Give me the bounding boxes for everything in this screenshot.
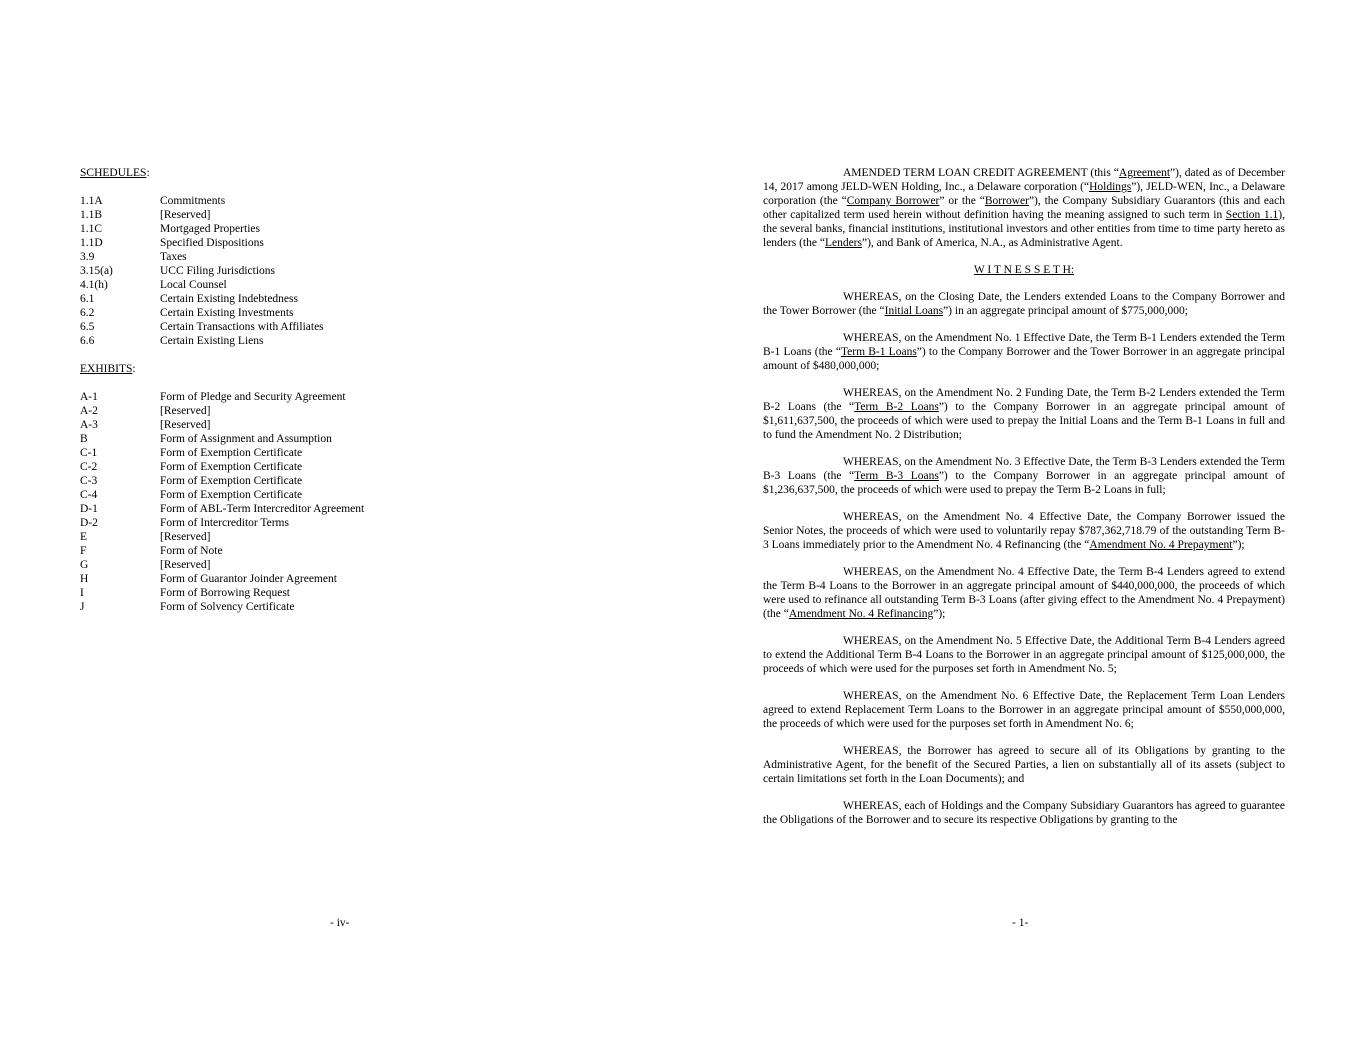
left-page: [0, 0, 682, 1055]
agreement-body: [763, 166, 1285, 840]
exhibit-item-title: Form of Exemption Certificate: [160, 447, 303, 459]
defined-term: Agreement: [1118, 167, 1171, 179]
exhibit-item-title: [Reserved]: [160, 419, 211, 431]
schedule-item-code: 1.1B: [80, 209, 103, 221]
paragraph-text: WHEREAS, on the Amendment No. 1 Effective Date, the Term B-1 Lenders extended the Term B-1 Loans (the “: [763, 332, 1285, 358]
exhibit-item-title: Form of Pledge and Security Agreement: [160, 391, 346, 403]
exhibit-item: [80, 404, 364, 418]
exhibit-item-title: [Reserved]: [160, 559, 211, 571]
exhibit-item-code: B: [80, 433, 88, 445]
schedule-item-title: Certain Existing Indebtedness: [160, 293, 298, 305]
defined-term: Initial Loans: [884, 305, 944, 317]
paragraph-text: ”), the Company Subsidiary Guarantors (this and each other capitalized term used herein without definition having the meaning assigned to such term in: [763, 195, 1285, 221]
recital-amendment-1: [763, 331, 1285, 373]
schedules-list: [80, 194, 324, 348]
recital-security: [763, 744, 1285, 786]
exhibit-item: [80, 502, 364, 516]
page-number-left: - iv-: [330, 917, 350, 929]
exhibit-item-title: Form of Exemption Certificate: [160, 475, 303, 487]
exhibit-item: [80, 544, 364, 558]
exhibit-item-code: E: [80, 531, 88, 543]
schedule-item-title: Commitments: [160, 195, 226, 207]
paragraph-text: ), the several banks, financial institutions, institutional investors and other entities from time to time party hereto as lenders (the “: [763, 209, 1285, 249]
exhibit-item-code: C-4: [80, 489, 98, 501]
defined-term: Company Borrower: [846, 195, 940, 207]
defined-term: Borrower: [984, 195, 1029, 207]
exhibit-item-title: Form of Solvency Certificate: [160, 601, 295, 613]
exhibit-item: [80, 474, 364, 488]
schedule-item-code: 3.15(a): [80, 265, 113, 277]
exhibit-item-title: Form of Intercreditor Terms: [160, 517, 289, 529]
exhibit-item-title: Form of Guarantor Joinder Agreement: [160, 573, 337, 585]
exhibit-item-title: [Reserved]: [160, 405, 211, 417]
paragraph-text: ”) to the Company Borrower in an aggregate principal amount of $1,236,637,500, the proceeds of which were used to prepay the Term B-2 Loans in full;: [763, 470, 1286, 496]
schedule-item: [80, 292, 324, 306]
exhibit-item-title: Form of ABL-Term Intercreditor Agreement: [160, 503, 365, 515]
exhibit-item-code: H: [80, 573, 89, 585]
schedule-item: [80, 278, 324, 292]
schedules-heading: SCHEDULES:: [80, 167, 150, 179]
schedule-item-title: [Reserved]: [160, 209, 211, 221]
recital-amendment-4-prepayment: [763, 510, 1285, 552]
exhibit-item: [80, 600, 364, 614]
recital-guarantee: [763, 799, 1285, 827]
exhibit-item: [80, 418, 364, 432]
paragraph-text: ”) to the Company Borrower in an aggregate principal amount of $1,611,637,500, the proceeds of which were used to prepay the Initial Loans and the Term B-1 Loans in full and to fund the Amendment No. 2 Distribution;: [763, 401, 1286, 441]
exhibit-item: [80, 432, 364, 446]
recital-closing-date: [763, 290, 1285, 318]
exhibit-item-title: Form of Borrowing Request: [160, 587, 291, 599]
paragraph-text: WHEREAS, on the Amendment No. 5 Effective Date, the Additional Term B-4 Lenders agreed to extend the Additional Term B-4 Loans to the Borrower in an aggregate principal amount of $125,000,000, the proceeds of which were used for the purposes set forth in Amendment No. 5;: [763, 635, 1285, 675]
exhibit-item-code: C-1: [80, 447, 98, 459]
exhibit-item: [80, 558, 364, 572]
page-number-right: - 1-: [1012, 917, 1029, 929]
paragraph-text: WHEREAS, on the Amendment No. 2 Funding Date, the Term B-2 Lenders extended the Term B-2 Loans (the “: [763, 387, 1285, 413]
paragraph-text: WHEREAS, on the Closing Date, the Lenders extended Loans to the Company Borrower and the Tower Borrower (the “: [763, 291, 1285, 317]
schedule-item: [80, 222, 324, 236]
schedule-item-code: 1.1C: [80, 223, 103, 235]
schedule-item-code: 6.6: [80, 335, 95, 347]
defined-term: Term B-3 Loans: [854, 470, 939, 482]
exhibit-item-code: A-2: [80, 405, 98, 417]
exhibit-item-code: D-2: [80, 517, 98, 529]
schedule-item-code: 6.2: [80, 307, 95, 319]
paragraph-text: ”), and Bank of America, N.A., as Administrative Agent.: [862, 237, 1123, 249]
recital-amendment-2: [763, 386, 1285, 442]
schedule-item: [80, 250, 324, 264]
exhibit-item-code: F: [80, 545, 87, 557]
exhibit-item: [80, 572, 364, 586]
schedule-item: [80, 334, 324, 348]
exhibits-list: [80, 390, 364, 614]
paragraph-text: ”), dated as of December 14, 2017 among JELD-WEN Holding, Inc., a Delaware corporation (“: [763, 167, 1286, 193]
defined-term: Amendment No. 4 Refinancing: [788, 608, 934, 620]
defined-term: Term B-2 Loans: [854, 401, 939, 413]
exhibit-item-code: G: [80, 559, 89, 571]
preamble-paragraph: [763, 166, 1285, 250]
exhibits-heading: EXHIBITS:: [80, 363, 136, 375]
defined-term: Term B-1 Loans: [840, 346, 917, 358]
exhibit-item: [80, 446, 364, 460]
recital-amendment-6: [763, 689, 1285, 731]
schedule-item: [80, 208, 324, 222]
schedule-item-code: 6.5: [80, 321, 95, 333]
schedule-item-title: Local Counsel: [160, 279, 227, 291]
schedule-item-title: Certain Existing Investments: [160, 307, 294, 319]
paragraph-text: ” or the “: [939, 195, 985, 207]
paragraph-text: AMENDED TERM LOAN CREDIT AGREEMENT (this “: [843, 167, 1119, 179]
paragraph-text: ”) in an aggregate principal amount of $775,000,000;: [943, 305, 1189, 317]
schedule-item-title: Mortgaged Properties: [160, 223, 260, 235]
paragraph-text: ”), JELD-WEN, Inc., a Delaware corporation (the “: [763, 181, 1285, 207]
exhibit-item: [80, 586, 364, 600]
exhibit-item: [80, 488, 364, 502]
schedule-item-title: UCC Filing Jurisdictions: [160, 265, 276, 277]
witnesseth-heading: W I T N E S S E T H:: [973, 264, 1075, 276]
recital-amendment-3: [763, 455, 1285, 497]
recital-amendment-5: [763, 634, 1285, 676]
schedule-item: [80, 236, 324, 250]
exhibit-item: [80, 516, 364, 530]
exhibit-item-code: A-1: [80, 391, 98, 403]
exhibit-item: [80, 460, 364, 474]
schedule-item-title: Specified Dispositions: [160, 237, 264, 249]
schedule-item-title: Certain Transactions with Affiliates: [160, 321, 324, 333]
schedule-item-code: 1.1A: [80, 195, 103, 207]
schedule-item-title: Certain Existing Liens: [160, 335, 264, 347]
exhibit-item-title: Form of Note: [160, 545, 223, 557]
schedule-item: [80, 194, 324, 208]
exhibit-item-title: [Reserved]: [160, 531, 211, 543]
exhibit-item-title: Form of Exemption Certificate: [160, 461, 303, 473]
schedule-item-code: 1.1D: [80, 237, 103, 249]
defined-term: Holdings: [1089, 181, 1132, 193]
exhibit-item-code: A-3: [80, 419, 98, 431]
schedule-item-title: Taxes: [160, 251, 187, 263]
schedule-item-code: 6.1: [80, 293, 95, 305]
exhibit-item-code: C-3: [80, 475, 98, 487]
exhibit-item-code: D-1: [80, 503, 98, 515]
exhibit-item-code: C-2: [80, 461, 98, 473]
defined-term: Lenders: [824, 237, 862, 249]
exhibit-item: [80, 390, 364, 404]
recital-amendment-4-refinancing: [763, 565, 1285, 621]
paragraph-text: ”);: [933, 608, 946, 620]
defined-term: Amendment No. 4 Prepayment: [1089, 539, 1233, 551]
exhibit-item-code: I: [80, 587, 84, 599]
schedule-item-code: 3.9: [80, 251, 95, 263]
schedule-item: [80, 264, 324, 278]
paragraph-text: ”) to the Company Borrower and the Tower Borrower in an aggregate principal amount of $480,000,000;: [763, 346, 1285, 372]
paragraph-text: WHEREAS, the Borrower has agreed to secure all of its Obligations by granting to the Administrative Agent, for the benefit of the Secured Parties, a lien on substantially all of its assets (subject to certain limitations set forth in the Loan Documents); and: [763, 745, 1285, 785]
right-page: [682, 0, 1365, 1055]
schedule-item: [80, 306, 324, 320]
exhibit-item-code: J: [80, 601, 85, 613]
paragraph-text: ”);: [1232, 539, 1245, 551]
paragraph-text: WHEREAS, each of Holdings and the Company Subsidiary Guarantors has agreed to guarantee the Obligations of the Borrower and to secure its respective Obligations by granting to the: [763, 800, 1285, 826]
defined-term: Section 1.1: [1225, 209, 1279, 221]
paragraph-text: WHEREAS, on the Amendment No. 3 Effective Date, the Term B-3 Lenders extended the Term B-3 Loans (the “: [763, 456, 1285, 482]
exhibit-item: [80, 530, 364, 544]
paragraph-text: WHEREAS, on the Amendment No. 4 Effective Date, the Term B-4 Lenders agreed to extend the Term B-4 Loans to the Borrower in an aggregate principal amount of $440,000,000, the proceeds of which were used to refinance all outstanding Term B-3 Loans (after giving effect to the Amendment No. 4 Prepayment) (the “: [763, 566, 1285, 620]
paragraph-text: WHEREAS, on the Amendment No. 6 Effective Date, the Replacement Term Loan Lenders agreed to extend Replacement Term Loans to the Borrower in an aggregate principal amount of $550,000,000, the proceeds of which were used for the purposes set forth in Amendment No. 6;: [763, 690, 1285, 730]
schedule-item: [80, 320, 324, 334]
schedule-item-code: 4.1(h): [80, 279, 108, 291]
exhibit-item-title: Form of Exemption Certificate: [160, 489, 303, 501]
exhibit-item-title: Form of Assignment and Assumption: [160, 433, 332, 445]
paragraph-text: WHEREAS, on the Amendment No. 4 Effective Date, the Company Borrower issued the Senior Notes, the proceeds of which were used to voluntarily repay $787,362,718.79 of the outstanding Term B-3 Loans immediately prior to the Amendment No. 4 Refinancing (the “: [763, 511, 1285, 551]
